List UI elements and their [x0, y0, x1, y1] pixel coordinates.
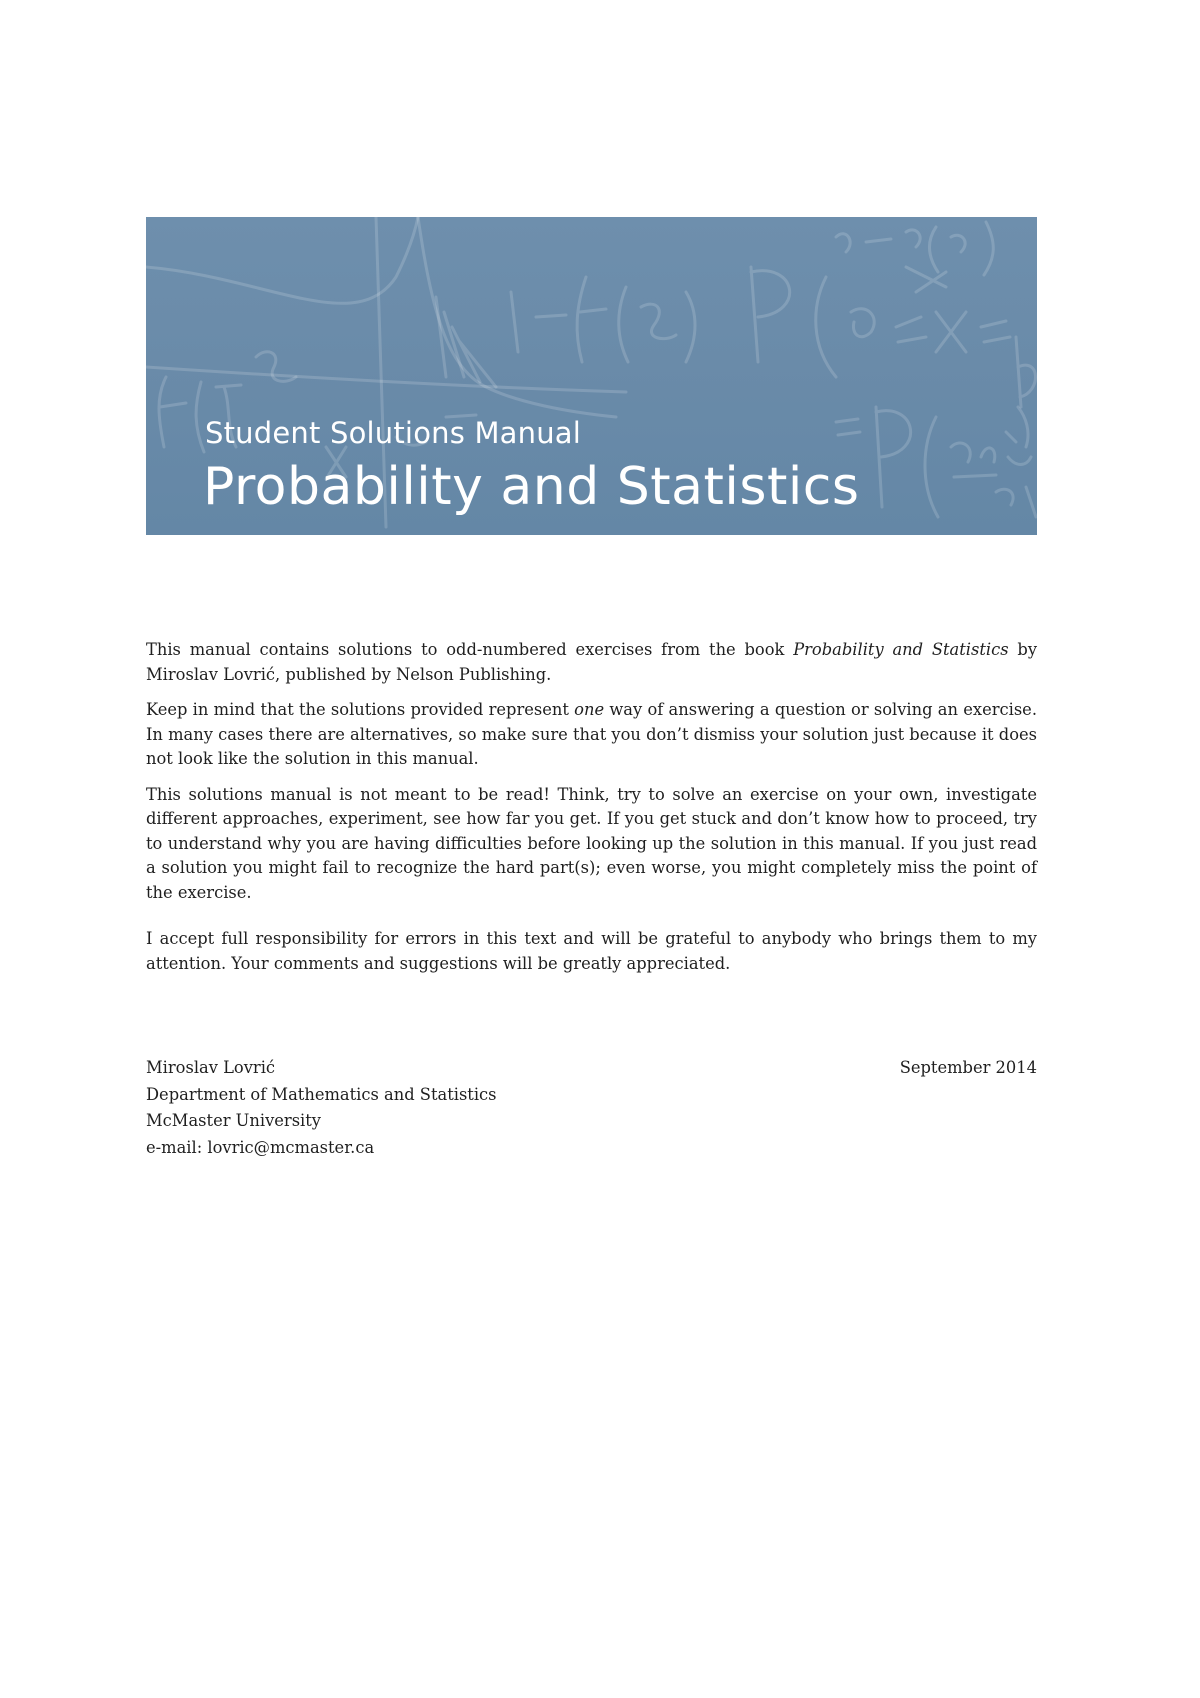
book-title: Probability and Statistics: [793, 640, 1009, 659]
publication-date: September 2014: [899, 1058, 1037, 1077]
author-department: Department of Mathematics and Statistics: [146, 1084, 497, 1104]
paragraph-2: Keep in mind that the solutions provided represent one way of answering a question or solving an exercise. In many cases there are alternatives, so make sure that you don’t dismiss your solution just because it does not look like the solution in this manual.: [146, 700, 1037, 768]
author-email: e-mail: lovric@mcmaster.ca: [146, 1137, 375, 1157]
banner-title: Probability and Statistics: [203, 457, 860, 517]
paragraph-3: This solutions manual is not meant to be read! Think, try to solve an exercise on your own, investigate different approaches, experiment, see how far you get. If you get stuck and don’t know how to proceed, try to understand why you are having difficulties before looking up the solution in this manual. If you just read a solution you might fail to recognize the hard part(s); even worse, you might completely miss the point of the exercise.: [146, 784, 1037, 902]
preface-text: [146, 638, 1037, 987]
emphasis-one: one: [574, 700, 605, 719]
banner-subtitle: Student Solutions Manual: [205, 416, 582, 450]
cover-banner: [146, 217, 1037, 535]
author-university: McMaster University: [146, 1111, 321, 1130]
paragraph-1: This manual contains solutions to odd-numbered exercises from the book Probability and Statistics by Miroslav Lovrić, published by Nelson Publishing.: [146, 640, 1038, 684]
paragraph-4: I accept full responsibility for errors in this text and will be grateful to anybody who brings them to my attention. Your comments and suggestions will be greatly appreciated.: [146, 929, 1037, 973]
signature-block: [146, 1055, 1037, 1161]
author-name: Miroslav Lovrić: [146, 1058, 276, 1077]
